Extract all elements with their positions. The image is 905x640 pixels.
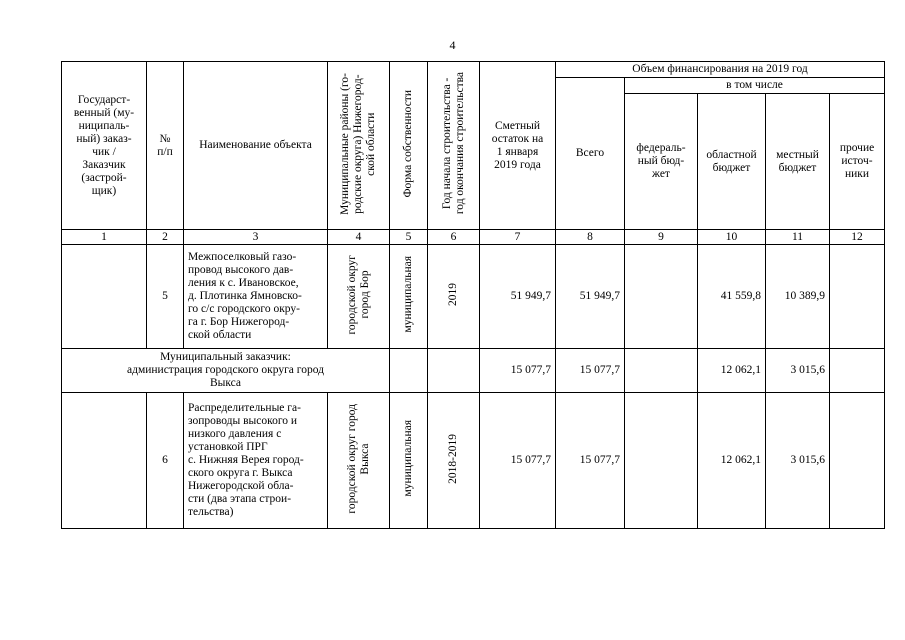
header-num: № п/п	[147, 62, 184, 230]
row-object-name: Распределительные га- зопроводы высокого и низкого давления с установкой ПРГ с. Нижняя Верея город- ского округа г. Выкса Нижегородской обла- сти (два этапа строи- тельства)	[184, 393, 328, 529]
subtotal-regional: 12 062,1	[698, 349, 766, 393]
row-district-cell	[328, 245, 390, 349]
col-number: 12	[830, 230, 885, 245]
header-estimate-balance: Сметный остаток на 1 января 2019 года	[480, 62, 556, 230]
header-funding-volume: Объем финансирования на 2019 год	[556, 62, 885, 78]
row-years: 2018-2019	[447, 433, 459, 484]
row-ownership: муниципальная	[402, 420, 414, 497]
subtotal-years	[428, 349, 480, 393]
row-regional: 12 062,1	[698, 393, 766, 529]
col-number: 1	[62, 230, 147, 245]
financing-table	[61, 61, 885, 529]
header-ownership-cell	[390, 62, 428, 230]
row-local: 10 389,9	[766, 245, 830, 349]
row-years-cell	[428, 245, 480, 349]
row-district-cell	[328, 393, 390, 529]
header-object-name: Наименование объекта	[184, 62, 328, 230]
row-district: городской округ город Бор	[345, 254, 371, 335]
row-total: 15 077,7	[556, 393, 625, 529]
row-district: городской округ город Выкса	[345, 403, 371, 514]
table-row	[62, 245, 885, 349]
row-other	[830, 393, 885, 529]
row-num: 6	[147, 393, 184, 529]
row-federal	[625, 245, 698, 349]
col-number: 6	[428, 230, 480, 245]
row-object-name: Межпоселковый газо- провод высокого дав- ления к с. Ивановское, д. Плотинка Ямновско- го с/с городского окру- га г. Бор Нижегород- ской области	[184, 245, 328, 349]
header-total: Всего	[556, 78, 625, 230]
subtotal-other	[830, 349, 885, 393]
header-including: в том числе	[625, 78, 885, 94]
row-regional: 41 559,8	[698, 245, 766, 349]
table-row	[62, 393, 885, 529]
subtotal-estimate-balance: 15 077,7	[480, 349, 556, 393]
row-num: 5	[147, 245, 184, 349]
row-estimate-balance: 15 077,7	[480, 393, 556, 529]
subtotal-label: Муниципальный заказчик: администрация городского округа город Выкса	[62, 349, 390, 393]
header-federal: федераль- ный бюд- жет	[625, 94, 698, 230]
header-local: местный бюджет	[766, 94, 830, 230]
header-years-cell	[428, 62, 480, 230]
col-number: 9	[625, 230, 698, 245]
col-number: 11	[766, 230, 830, 245]
page-number: 4	[449, 38, 456, 52]
header-districts: Муниципальные районы (го- родские округа) Нижегород- ской области	[339, 72, 377, 215]
column-numbers-row	[62, 230, 885, 245]
row-total: 51 949,7	[556, 245, 625, 349]
subtotal-row	[62, 349, 885, 393]
row-years: 2019	[447, 283, 459, 306]
row-ownership-cell	[390, 245, 428, 349]
col-number: 8	[556, 230, 625, 245]
header-other: прочие источ- ники	[830, 94, 885, 230]
header-row	[62, 62, 885, 78]
header-ownership: Форма собственности	[402, 89, 414, 198]
col-number: 3	[184, 230, 328, 245]
subtotal-local: 3 015,6	[766, 349, 830, 393]
row-local: 3 015,6	[766, 393, 830, 529]
col-number: 5	[390, 230, 428, 245]
row-customer	[62, 245, 147, 349]
header-customer: Государст- венный (му- ниципаль- ный) заказ- чик / Заказчик (застрой- щик)	[62, 62, 147, 230]
row-customer	[62, 393, 147, 529]
header-regional: областной бюджет	[698, 94, 766, 230]
subtotal-ownership	[390, 349, 428, 393]
row-estimate-balance: 51 949,7	[480, 245, 556, 349]
row-years-cell	[428, 393, 480, 529]
header-years: Год начала строительства - год окончания строительства	[440, 72, 466, 215]
col-number: 4	[328, 230, 390, 245]
header-districts-cell	[328, 62, 390, 230]
row-federal	[625, 393, 698, 529]
row-ownership-cell	[390, 393, 428, 529]
subtotal-federal	[625, 349, 698, 393]
row-ownership: муниципальная	[402, 256, 414, 333]
col-number: 7	[480, 230, 556, 245]
subtotal-total: 15 077,7	[556, 349, 625, 393]
col-number: 2	[147, 230, 184, 245]
row-other	[830, 245, 885, 349]
col-number: 10	[698, 230, 766, 245]
